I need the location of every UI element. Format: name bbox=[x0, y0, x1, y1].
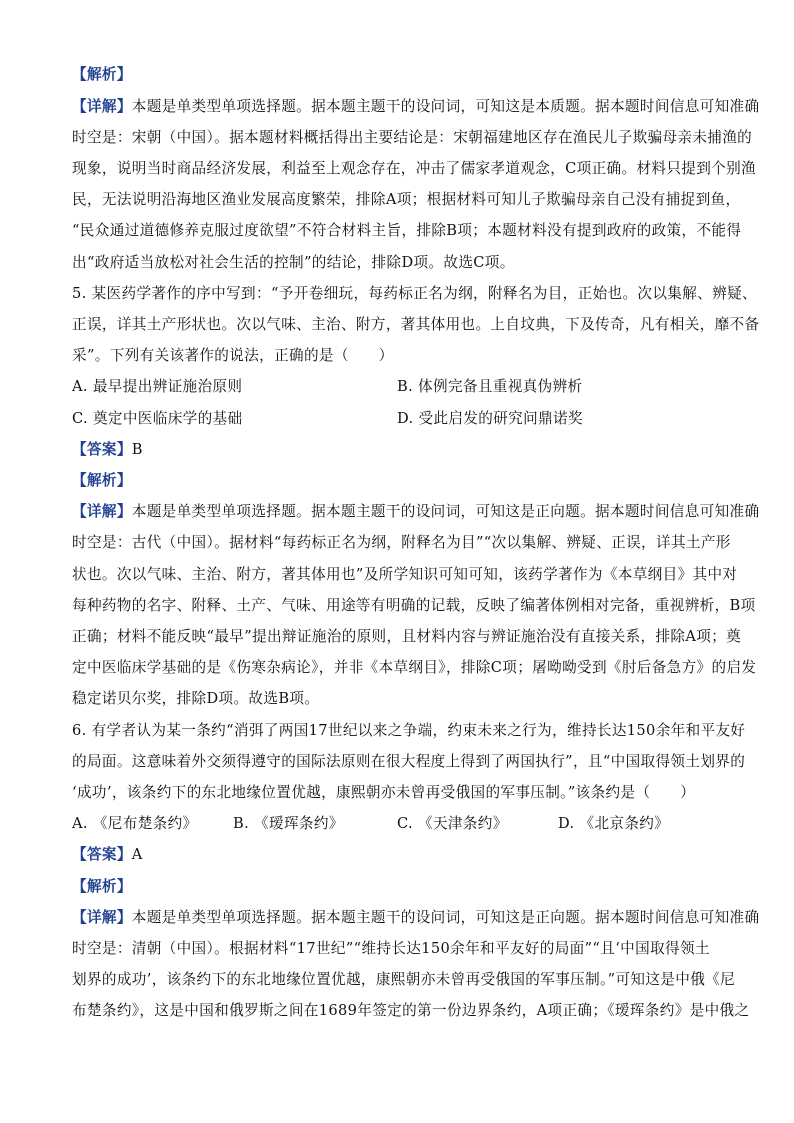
detail-tag: 【详解】 bbox=[72, 98, 132, 115]
question-5-option-a: A. 最早提出辨证施治原则 bbox=[72, 378, 243, 395]
analysis-tag: 【解析】 bbox=[72, 66, 132, 83]
answer-value: A bbox=[131, 846, 143, 863]
detail-line: 定中医临床学基础的是《伤寒杂病论》，并非《本草纲目》，排除C项；屠呦呦受到《肘后备急方》的启发 bbox=[72, 659, 757, 676]
detail-line: 每种药物的名字、附释、土产、气味、用途等有明确的记载，反映了编著体例相对完备，重视辨析，B项 bbox=[72, 597, 756, 614]
question-5-stem-line: 采”。下列有关该著作的说法，正确的是（ ） bbox=[72, 347, 394, 364]
detail-line: 民，无法说明沿海地区渔业发展高度繁荣，排除A项；根据材料可知儿子欺骗母亲自己没有捕捉到鱼， bbox=[72, 191, 741, 208]
detail-tag: 【详解】 bbox=[72, 909, 132, 926]
analysis-tag: 【解析】 bbox=[72, 878, 132, 895]
question-5-stem-line: 正误，详其土产形状也。次以气味、主治、附方，著其体用也。上自坟典，下及传奇，凡有相关，靡不备 bbox=[72, 316, 760, 333]
answer-tag: 【答案】 bbox=[72, 846, 132, 863]
detail-line bbox=[72, 502, 760, 522]
answer-tag: 【答案】 bbox=[72, 441, 132, 458]
detail-line bbox=[72, 97, 760, 117]
detail-line: 稳定诺贝尔奖，排除D项。故选B项。 bbox=[72, 690, 320, 707]
detail-line: 状也。次以气味、主治、附方，著其体用也”及所学知识可知可知，该药学著作为《本草纲目》其中对 bbox=[72, 566, 738, 583]
question-6-option-b: B. 《瑷珲条约》 bbox=[233, 815, 344, 832]
detail-line: 出“政府适当放松对社会生活的控制”的结论，排除D项。故选C项。 bbox=[72, 254, 515, 271]
question-6-option-a: A. 《尼布楚条约》 bbox=[72, 815, 198, 832]
question-6-option-d: D. 《北京条约》 bbox=[558, 815, 670, 832]
question-5-option-c: C. 奠定中医临床学的基础 bbox=[72, 410, 243, 427]
detail-line: 现象，说明当时商品经济发展，利益至上观念存在，冲击了儒家孝道观念，C项正确。材料只提到个别渔 bbox=[72, 160, 756, 177]
detail-text: 本题是单类型单项选择题。据本题主题干的设问词，可知这是正向题。据本题时间信息可知准确 bbox=[131, 909, 760, 926]
detail-line: 正确；材料不能反映“最早”提出辩证施治的原则，且材料内容与辨证施治没有直接关系，排除A项；奠 bbox=[72, 628, 742, 645]
detail-line: “民众通过道德修养克服过度欲望”不符合材料主旨，排除B项；本题材料没有提到政府的政策，不能得 bbox=[72, 222, 742, 239]
detail-line: 布楚条约》，这是中国和俄罗斯之间在1689年签定的第一份边界条约，A项正确；《瑷珲条约》是中俄之 bbox=[72, 1002, 750, 1019]
detail-line: 划界的成功’，该条约下的东北地缘位置优越，康熙朝亦未曾再受俄国的军事压制。”可知这是中俄《尼 bbox=[72, 971, 736, 988]
detail-line: 时空是：古代（中国）。据材料“每药标正名为纲，附释名为目”“次以集解、辨疑、正误，详其土产形 bbox=[72, 534, 731, 551]
question-5-option-b: B. 体例完备且重视真伪辨析 bbox=[397, 378, 583, 395]
detail-line: 时空是：清朝（中国）。根据材料“17世纪”“维持长达150余年和平友好的局面”“且‘中国取得领土 bbox=[72, 940, 710, 957]
detail-line: 时空是：宋朝（中国）。据本题材料概括得出主要结论是：宋朝福建地区存在渔民儿子欺骗母亲未捕渔的 bbox=[72, 129, 753, 146]
question-5-stem-line: 5. 某医药学著作的序中写到：“予开卷细玩，每药标正名为纲，附释名为目，正始也。次以集解、辨疑、 bbox=[72, 285, 757, 302]
detail-line bbox=[72, 908, 760, 928]
detail-text: 本题是单类型单项选择题。据本题主题干的设问词，可知这是正向题。据本题时间信息可知准确 bbox=[131, 503, 760, 520]
question-6-answer bbox=[72, 845, 724, 865]
question-6-stem-line: 6. 有学者认为某一条约“消弭了两国17世纪以来之争端，约束未来之行为，维持长达150余年和平友好 bbox=[72, 722, 746, 739]
question-6-stem-line: 的局面。这意味着外交须得遵守的国际法原则在很大程度上得到了两国执行”，且“中国取得领土划界的 bbox=[72, 753, 746, 770]
question-5-option-d: D. 受此启发的研究问鼎诺奖 bbox=[397, 410, 583, 427]
question-6-option-c: C. 《天津条约》 bbox=[397, 815, 508, 832]
detail-tag: 【详解】 bbox=[72, 503, 132, 520]
question-5-answer bbox=[72, 440, 724, 460]
question-6-stem-line: ‘成功’，该条约下的东北地缘位置优越，康熙朝亦未曾再受俄国的军事压制。”该条约是（ ） bbox=[72, 784, 696, 801]
analysis-tag: 【解析】 bbox=[72, 472, 132, 489]
detail-text: 本题是单类型单项选择题。据本题主题干的设问词，可知这是本质题。据本题时间信息可知准确 bbox=[131, 98, 760, 115]
answer-value: B bbox=[131, 441, 143, 458]
